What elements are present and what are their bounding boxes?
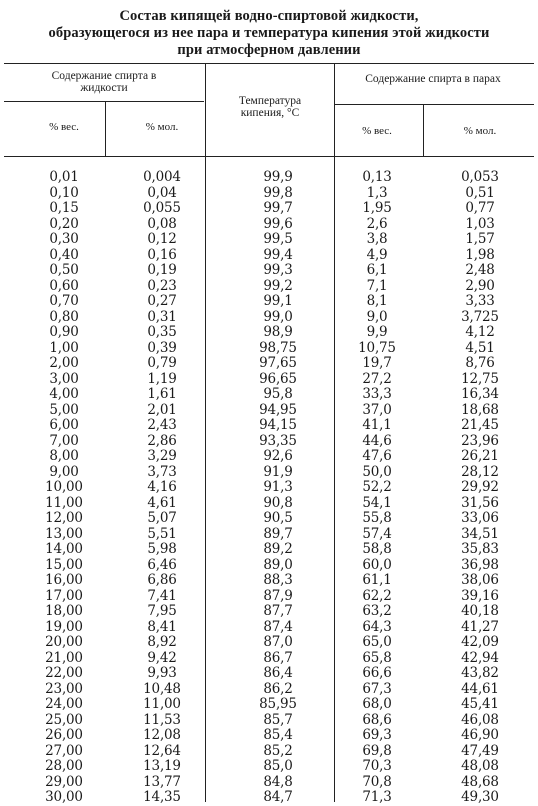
vapor-mol-cell: 21,45	[461, 417, 499, 433]
table-row	[0, 201, 538, 217]
vapor-mol-cell: 28,12	[461, 463, 499, 480]
liquid-mol-cell: 6,46	[147, 556, 177, 573]
vapor-mol-cell: 3,33	[465, 293, 495, 309]
liquid-mol-cell: 1,61	[147, 386, 177, 402]
liquid-mol-cell: 0,23	[147, 277, 177, 294]
liquid-wt-cell: 0,90	[49, 324, 79, 340]
table-row	[0, 356, 538, 372]
temperature-cell: 99,2	[263, 277, 293, 294]
table-row	[0, 310, 538, 326]
table-row	[0, 372, 538, 388]
liquid-wt-cell: 0,10	[49, 184, 79, 201]
temperature-cell: 98,9	[263, 324, 293, 340]
vapor-mol-cell: 41,27	[461, 618, 499, 635]
vapor-wt-cell: 41,1	[362, 417, 392, 433]
liquid-mol-cell: 3,73	[147, 463, 177, 480]
table-row	[0, 511, 538, 527]
vapor-wt-cell: 10,75	[358, 339, 396, 356]
temperature-cell: 93,35	[259, 432, 297, 449]
vapor-mol-cell: 35,83	[461, 541, 499, 557]
vapor-mol-cell: 47,49	[461, 742, 499, 759]
liquid-mol-cell: 0,16	[147, 246, 177, 263]
vapor-mol-cell: 0,51	[465, 184, 495, 201]
vapor-mol-cell: 16,34	[461, 386, 499, 402]
vapor-mol-cell: 48,68	[461, 773, 499, 790]
liquid-mol-cell: 6,86	[147, 572, 177, 588]
temperature-cell: 87,4	[263, 618, 293, 635]
table-top-rule	[4, 63, 534, 64]
liquid-mol-cell: 11,53	[143, 711, 181, 728]
table-row	[0, 480, 538, 496]
vapor-wt-cell: 37,0	[362, 401, 392, 418]
liquid-mol-cell: 5,07	[147, 510, 177, 526]
liquid-wt-cell: 14,00	[45, 541, 83, 557]
vapor-wt-cell: 52,2	[362, 479, 392, 495]
vapor-wt-cell: 71,3	[362, 789, 392, 805]
temperature-cell: 87,0	[263, 634, 293, 650]
temperature-cell: 85,95	[259, 696, 297, 712]
vapor-wt-cell: 3,8	[366, 231, 388, 247]
vapor-wt-cell: 54,1	[362, 494, 392, 511]
vapor-wt-cell: 6,1	[366, 262, 388, 278]
temperature-cell: 87,7	[263, 603, 293, 619]
vapor-group-rule	[334, 104, 534, 105]
liquid-mol-cell: 7,41	[147, 587, 177, 604]
table-row	[0, 682, 538, 698]
liquid-wt-cell: 26,00	[45, 727, 83, 743]
vapor-wt-cell: 50,0	[362, 463, 392, 480]
table-row	[0, 558, 538, 574]
table-row	[0, 418, 538, 434]
vapor-mol-cell: 4,51	[465, 339, 495, 356]
temperature-cell: 98,75	[259, 339, 297, 356]
table-row	[0, 651, 538, 667]
liquid-mol-cell: 4,16	[147, 479, 177, 495]
vapor-wt-cell: 9,9	[366, 324, 388, 340]
vapor-wt-cell: 65,8	[362, 649, 392, 666]
liquid-wt-cell: 5,00	[49, 401, 79, 418]
table-row	[0, 465, 538, 481]
liquid-mol-cell: 14,35	[143, 789, 181, 805]
liquid-wt-cell: 0,40	[49, 246, 79, 263]
header-temperature: Температура кипения, °С	[238, 95, 302, 119]
vapor-mol-cell: 31,56	[461, 494, 499, 511]
liquid-mol-cell: 0,39	[147, 339, 177, 356]
liquid-wt-cell: 16,00	[45, 572, 83, 588]
liquid-wt-cell: 0,20	[49, 215, 79, 232]
liquid-wt-cell: 9,00	[49, 463, 79, 480]
table-row	[0, 449, 538, 465]
subheader-vapor-mol: % мол.	[463, 125, 497, 137]
liquid-wt-cell: 19,00	[45, 618, 83, 635]
vapor-wt-cell: 67,3	[362, 680, 392, 697]
temperature-cell: 91,3	[263, 479, 293, 495]
temperature-cell: 99,1	[263, 293, 293, 309]
table-row	[0, 263, 538, 279]
vapor-wt-cell: 63,2	[362, 603, 392, 619]
vapor-mol-cell: 40,18	[461, 603, 499, 619]
table-row	[0, 589, 538, 605]
vapor-mol-cell: 1,98	[465, 246, 495, 263]
liquid-wt-cell: 23,00	[45, 680, 83, 697]
liquid-wt-cell: 0,30	[49, 231, 79, 247]
temperature-cell: 95,8	[263, 386, 293, 402]
temperature-cell: 85,7	[263, 711, 293, 728]
liquid-wt-cell: 12,00	[45, 510, 83, 526]
table-row	[0, 542, 538, 558]
liquid-wt-cell: 18,00	[45, 603, 83, 619]
temperature-cell: 96,65	[259, 370, 297, 387]
vapor-mol-cell: 0,053	[461, 169, 499, 185]
temperature-cell: 99,8	[263, 184, 293, 201]
liquid-mol-cell: 0,004	[143, 169, 181, 185]
table-row	[0, 341, 538, 357]
table-row	[0, 635, 538, 651]
title-line-3: при атмосферном давлении	[177, 42, 361, 58]
column-divider-1	[105, 101, 106, 156]
liquid-mol-cell: 4,61	[147, 494, 177, 511]
vapor-mol-cell: 26,21	[461, 448, 499, 464]
liquid-mol-cell: 11,00	[143, 696, 181, 712]
liquid-wt-cell: 2,00	[49, 355, 79, 371]
liquid-wt-cell: 13,00	[45, 525, 83, 542]
liquid-wt-cell: 6,00	[49, 417, 79, 433]
vapor-mol-cell: 2,90	[465, 277, 495, 294]
vapor-wt-cell: 65,0	[362, 634, 392, 650]
vapor-mol-cell: 39,16	[461, 587, 499, 604]
table-row	[0, 620, 538, 636]
temperature-cell: 85,2	[263, 742, 293, 759]
vapor-mol-cell: 46,08	[461, 711, 499, 728]
vapor-mol-cell: 3,725	[461, 308, 499, 325]
table-row	[0, 527, 538, 543]
vapor-wt-cell: 68,0	[362, 696, 392, 712]
table-row	[0, 232, 538, 248]
vapor-wt-cell: 62,2	[362, 587, 392, 604]
liquid-mol-cell: 0,19	[147, 262, 177, 278]
liquid-wt-cell: 28,00	[45, 758, 83, 774]
table-row	[0, 790, 538, 806]
table-row	[0, 728, 538, 744]
subheader-vapor-wt: % вес.	[362, 125, 392, 137]
liquid-wt-cell: 24,00	[45, 696, 83, 712]
liquid-mol-cell: 12,08	[143, 727, 181, 743]
table-row	[0, 279, 538, 295]
vapor-mol-cell: 0,77	[465, 200, 495, 216]
vapor-wt-cell: 7,1	[366, 277, 388, 294]
vapor-mol-cell: 1,03	[465, 215, 495, 232]
liquid-wt-cell: 29,00	[45, 773, 83, 790]
table-row	[0, 759, 538, 775]
vapor-wt-cell: 47,6	[362, 448, 392, 464]
temperature-cell: 86,2	[263, 680, 293, 697]
column-divider-4	[423, 104, 424, 156]
liquid-wt-cell: 30,00	[45, 789, 83, 805]
liquid-mol-cell: 0,27	[147, 293, 177, 309]
vapor-wt-cell: 1,3	[366, 184, 388, 201]
liquid-wt-cell: 21,00	[45, 649, 83, 666]
vapor-mol-cell: 48,08	[461, 758, 499, 774]
liquid-group-rule	[4, 101, 204, 102]
liquid-wt-cell: 0,50	[49, 262, 79, 278]
vapor-mol-cell: 36,98	[461, 556, 499, 573]
table-row	[0, 170, 538, 186]
title-line-2: образующегося из нее пара и температура кипения этой жидкости	[48, 25, 490, 41]
temperature-cell: 89,7	[263, 525, 293, 542]
vapor-wt-cell: 69,8	[362, 742, 392, 759]
temperature-cell: 85,4	[263, 727, 293, 743]
liquid-mol-cell: 0,08	[147, 215, 177, 232]
liquid-mol-cell: 2,86	[147, 432, 177, 449]
title-line-1: Состав кипящей водно-спиртовой жидкости,	[119, 8, 419, 24]
vapor-mol-cell: 42,94	[461, 649, 499, 666]
vapor-mol-cell: 18,68	[461, 401, 499, 418]
table-row	[0, 325, 538, 341]
temperature-cell: 97,65	[259, 355, 297, 371]
liquid-mol-cell: 0,35	[147, 324, 177, 340]
liquid-mol-cell: 0,31	[147, 308, 177, 325]
liquid-mol-cell: 9,42	[147, 649, 177, 666]
vapor-wt-cell: 4,9	[366, 246, 388, 263]
liquid-mol-cell: 13,77	[143, 773, 181, 790]
temperature-cell: 99,6	[263, 215, 293, 232]
header-bottom-rule	[4, 156, 534, 157]
table-row	[0, 666, 538, 682]
vapor-mol-cell: 46,90	[461, 727, 499, 743]
liquid-mol-cell: 8,92	[147, 634, 177, 650]
table-row	[0, 387, 538, 403]
temperature-cell: 99,9	[263, 169, 293, 185]
subheader-liquid-wt: % вес.	[49, 121, 79, 133]
temperature-cell: 86,4	[263, 665, 293, 681]
vapor-wt-cell: 9,0	[366, 308, 388, 325]
liquid-wt-cell: 4,00	[49, 386, 79, 402]
vapor-wt-cell: 68,6	[362, 711, 392, 728]
vapor-mol-cell: 42,09	[461, 634, 499, 650]
vapor-mol-cell: 8,76	[465, 355, 495, 371]
temperature-cell: 89,0	[263, 556, 293, 573]
liquid-mol-cell: 10,48	[143, 680, 181, 697]
vapor-wt-cell: 1,95	[362, 200, 392, 216]
vapor-wt-cell: 19,7	[362, 355, 392, 371]
temperature-cell: 99,5	[263, 231, 293, 247]
temperature-cell: 84,7	[263, 789, 293, 805]
header-liquid-group: Содержание спирта в жидкости	[51, 70, 157, 94]
vapor-mol-cell: 29,92	[461, 479, 499, 495]
liquid-mol-cell: 7,95	[147, 603, 177, 619]
table-row	[0, 744, 538, 760]
subheader-liquid-mol: % мол.	[145, 121, 179, 133]
liquid-mol-cell: 0,12	[147, 231, 177, 247]
table-row	[0, 604, 538, 620]
vapor-mol-cell: 49,30	[461, 789, 499, 805]
temperature-cell: 99,4	[263, 246, 293, 263]
liquid-wt-cell: 1,00	[49, 339, 79, 356]
header-vapor-group: Содержание спирта в парах	[365, 73, 501, 85]
table-row	[0, 496, 538, 512]
temperature-cell: 88,3	[263, 572, 293, 588]
temperature-cell: 99,7	[263, 200, 293, 216]
vapor-mol-cell: 2,48	[465, 262, 495, 278]
vapor-mol-cell: 34,51	[461, 525, 499, 542]
liquid-wt-cell: 22,00	[45, 665, 83, 681]
liquid-mol-cell: 0,04	[147, 184, 177, 201]
liquid-mol-cell: 2,43	[147, 417, 177, 433]
vapor-wt-cell: 69,3	[362, 727, 392, 743]
liquid-mol-cell: 13,19	[143, 758, 181, 774]
vapor-wt-cell: 44,6	[362, 432, 392, 449]
vapor-mol-cell: 38,06	[461, 572, 499, 588]
table-title	[0, 8, 538, 59]
table-row	[0, 775, 538, 791]
table-row	[0, 403, 538, 419]
temperature-cell: 84,8	[263, 773, 293, 790]
temperature-cell: 89,2	[263, 541, 293, 557]
temperature-cell: 86,7	[263, 649, 293, 666]
temperature-cell: 94,95	[259, 401, 297, 418]
vapor-mol-cell: 12,75	[461, 370, 499, 387]
vapor-mol-cell: 44,61	[461, 680, 499, 697]
liquid-wt-cell: 17,00	[45, 587, 83, 604]
vapor-wt-cell: 8,1	[366, 293, 388, 309]
vapor-wt-cell: 66,6	[362, 665, 392, 681]
liquid-wt-cell: 3,00	[49, 370, 79, 387]
liquid-wt-cell: 7,00	[49, 432, 79, 449]
liquid-mol-cell: 1,19	[147, 370, 177, 387]
liquid-wt-cell: 0,70	[49, 293, 79, 309]
liquid-mol-cell: 5,98	[147, 541, 177, 557]
liquid-wt-cell: 0,01	[49, 169, 79, 185]
temperature-cell: 91,9	[263, 463, 293, 480]
vapor-wt-cell: 64,3	[362, 618, 392, 635]
vapor-wt-cell: 33,3	[362, 386, 392, 402]
temperature-cell: 92,6	[263, 448, 293, 464]
liquid-mol-cell: 9,93	[147, 665, 177, 681]
table-row	[0, 713, 538, 729]
table-row	[0, 697, 538, 713]
liquid-wt-cell: 20,00	[45, 634, 83, 650]
liquid-wt-cell: 0,15	[49, 200, 79, 216]
vapor-wt-cell: 57,4	[362, 525, 392, 542]
vapor-wt-cell: 70,3	[362, 758, 392, 774]
vapor-mol-cell: 23,96	[461, 432, 499, 449]
vapor-wt-cell: 55,8	[362, 510, 392, 526]
temperature-cell: 99,3	[263, 262, 293, 278]
vapor-wt-cell: 60,0	[362, 556, 392, 573]
liquid-wt-cell: 8,00	[49, 448, 79, 464]
vapor-mol-cell: 4,12	[465, 324, 495, 340]
liquid-mol-cell: 0,79	[147, 355, 177, 371]
temperature-cell: 99,0	[263, 308, 293, 325]
vapor-wt-cell: 61,1	[362, 572, 392, 588]
liquid-mol-cell: 0,055	[143, 200, 181, 216]
liquid-mol-cell: 2,01	[147, 401, 177, 418]
temperature-cell: 94,15	[259, 417, 297, 433]
vapor-wt-cell: 2,6	[366, 215, 388, 232]
liquid-wt-cell: 10,00	[45, 479, 83, 495]
table-row	[0, 434, 538, 450]
vapor-mol-cell: 1,57	[465, 231, 495, 247]
table-row	[0, 186, 538, 202]
temperature-cell: 85,0	[263, 758, 293, 774]
liquid-wt-cell: 11,00	[45, 494, 83, 511]
vapor-wt-cell: 27,2	[362, 370, 392, 387]
liquid-wt-cell: 0,80	[49, 308, 79, 325]
liquid-mol-cell: 8,41	[147, 618, 177, 635]
liquid-mol-cell: 3,29	[147, 448, 177, 464]
vapor-mol-cell: 45,41	[461, 696, 499, 712]
table-row	[0, 248, 538, 264]
vapor-wt-cell: 0,13	[362, 169, 392, 185]
liquid-wt-cell: 25,00	[45, 711, 83, 728]
table-row	[0, 294, 538, 310]
vapor-mol-cell: 43,82	[461, 665, 499, 681]
vapor-wt-cell: 70,8	[362, 773, 392, 790]
temperature-cell: 90,8	[263, 494, 293, 511]
liquid-wt-cell: 15,00	[45, 556, 83, 573]
liquid-mol-cell: 12,64	[143, 742, 181, 759]
table-body	[0, 170, 538, 806]
temperature-cell: 90,5	[263, 510, 293, 526]
table-row	[0, 217, 538, 233]
table-row	[0, 573, 538, 589]
vapor-mol-cell: 33,06	[461, 510, 499, 526]
liquid-wt-cell: 0,60	[49, 277, 79, 294]
liquid-mol-cell: 5,51	[147, 525, 177, 542]
temperature-cell: 87,9	[263, 587, 293, 604]
liquid-wt-cell: 27,00	[45, 742, 83, 759]
vapor-wt-cell: 58,8	[362, 541, 392, 557]
